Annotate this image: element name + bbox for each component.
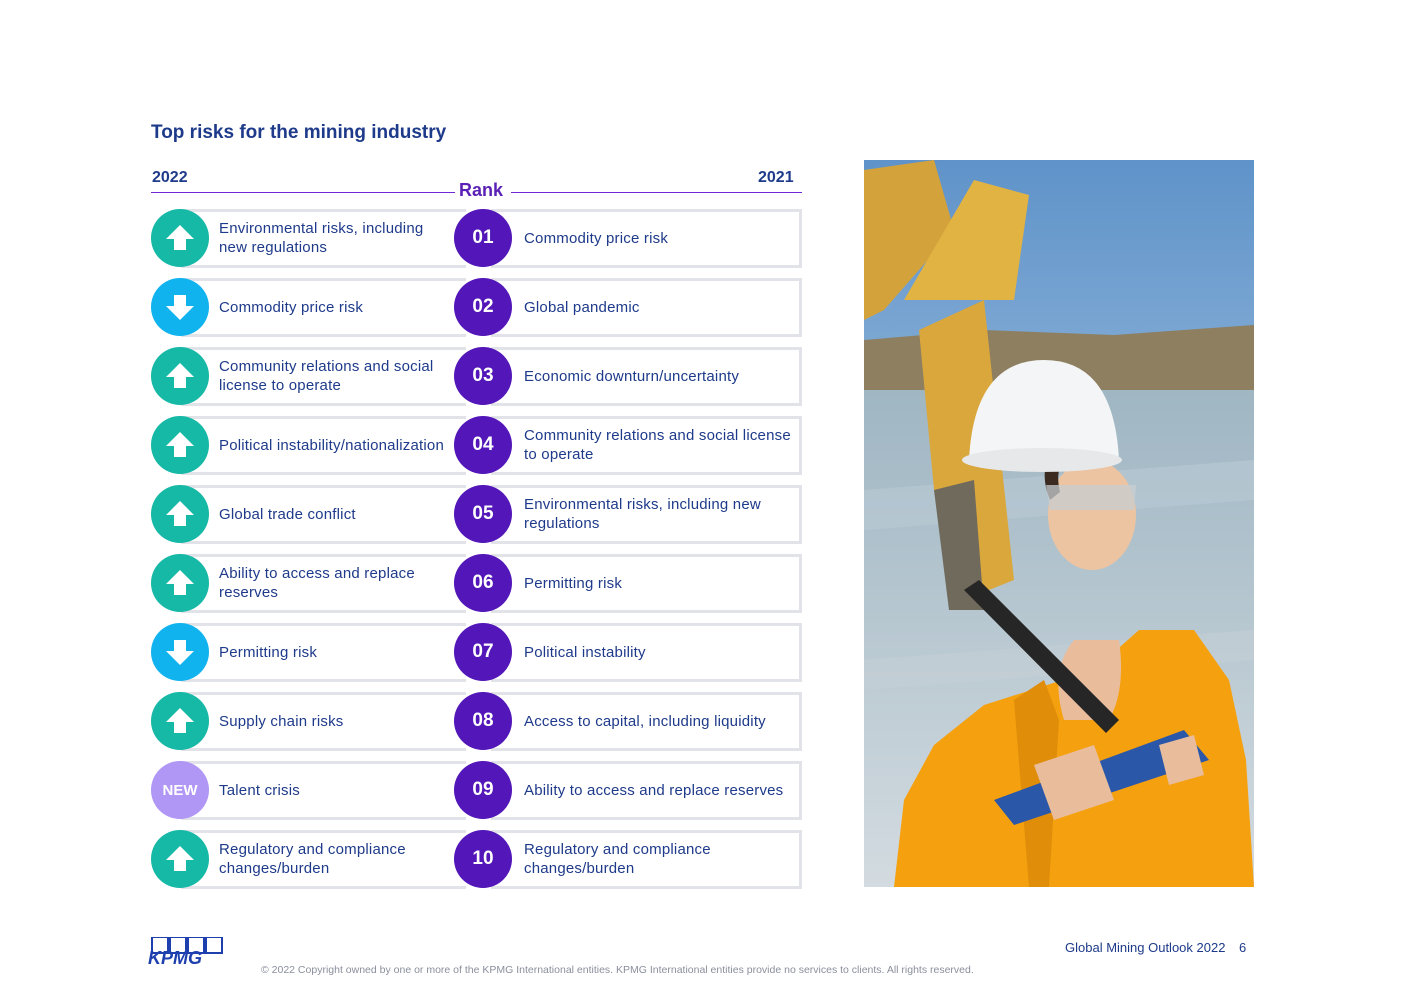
arrow-up-icon [151, 692, 209, 750]
risk-row [151, 485, 802, 543]
rank-number: 06 [472, 572, 494, 593]
arrow-up-icon [151, 347, 209, 405]
risk-2021-label: Regulatory and compliance changes/burden [524, 841, 711, 877]
risk-2021-label: Political instability [524, 643, 646, 661]
arrow-up-icon [151, 485, 209, 543]
risk-2022-label: Global trade conflict [219, 505, 356, 523]
arrow-down-icon [151, 278, 209, 336]
risk-2021-label: Community relations and social license to operate [524, 427, 791, 463]
risk-2021-label: Economic downturn/uncertainty [524, 367, 740, 385]
copyright-notice: © 2022 Copyright owned by one or more of the KPMG International entities. KPMG International entities provide no services to clients. All rights reserved. [261, 964, 974, 976]
rank-number: 02 [472, 296, 494, 317]
risk-2021-label: Ability to access and replace reserves [524, 781, 784, 799]
new-label: NEW [162, 781, 198, 799]
rank-number: 03 [472, 365, 494, 386]
worker-photo [864, 160, 1254, 887]
risk-2022-label: Community relations and social license to operate [219, 358, 434, 394]
rank-number: 05 [472, 503, 494, 524]
kpmg-logo [148, 937, 223, 970]
arrow-up-icon [151, 209, 209, 267]
rank-badge [454, 347, 512, 405]
risk-2022-label: Regulatory and compliance changes/burden [219, 841, 406, 877]
year-2021-label: 2021 [758, 169, 794, 186]
page-number: 6 [1239, 940, 1247, 955]
risk-2022-label: Talent crisis [219, 781, 300, 799]
rank-number: 04 [472, 434, 494, 455]
rank-number: 08 [472, 710, 494, 731]
publication-title: Global Mining Outlook 2022 [1065, 940, 1226, 955]
rank-badge [454, 761, 512, 819]
risk-2021-label: Commodity price risk [524, 229, 669, 247]
new-badge [151, 761, 209, 819]
rank-badge [454, 830, 512, 888]
rank-number: 07 [472, 641, 494, 662]
rank-number: 10 [472, 848, 494, 869]
rank-badge [454, 485, 512, 543]
risk-2022-label: Environmental risks, including new regulations [219, 220, 424, 256]
risk-row [151, 761, 802, 819]
rank-badge [454, 278, 512, 336]
svg-text:KPMG: KPMG [148, 948, 202, 965]
page-title: Top risks for the mining industry [151, 122, 447, 143]
risk-2022-label: Permitting risk [219, 643, 318, 661]
arrow-down-icon [151, 623, 209, 681]
header-divider-left [151, 192, 455, 193]
risk-2021-label: Access to capital, including liquidity [524, 712, 766, 730]
rank-badge [454, 209, 512, 267]
risk-2021-label: Global pandemic [524, 298, 640, 316]
risk-2021-label: Permitting risk [524, 574, 623, 592]
risk-row [151, 278, 802, 336]
rank-number: 01 [472, 227, 494, 248]
risk-2022-label: Ability to access and replace reserves [219, 565, 415, 601]
risk-row [151, 830, 802, 888]
arrow-up-icon [151, 554, 209, 612]
year-2022-label: 2022 [152, 169, 188, 186]
rank-number: 09 [472, 779, 494, 800]
risk-2022-label: Supply chain risks [219, 712, 344, 730]
header-divider-right [511, 192, 802, 193]
arrow-up-icon [151, 416, 209, 474]
risk-row [151, 623, 802, 681]
risk-row [151, 554, 802, 612]
risk-row [151, 692, 802, 750]
risk-2022-label: Commodity price risk [219, 298, 364, 316]
rank-badge [454, 692, 512, 750]
rank-badge [454, 623, 512, 681]
risk-row [151, 347, 802, 405]
rank-label: Rank [459, 180, 504, 200]
rank-badge [454, 416, 512, 474]
arrow-up-icon [151, 830, 209, 888]
risk-2022-label: Political instability/nationalization [219, 436, 445, 454]
rank-badge [454, 554, 512, 612]
risk-row [151, 209, 802, 267]
risk-row [151, 416, 802, 474]
risk-2021-label: Environmental risks, including new regulations [524, 496, 761, 532]
